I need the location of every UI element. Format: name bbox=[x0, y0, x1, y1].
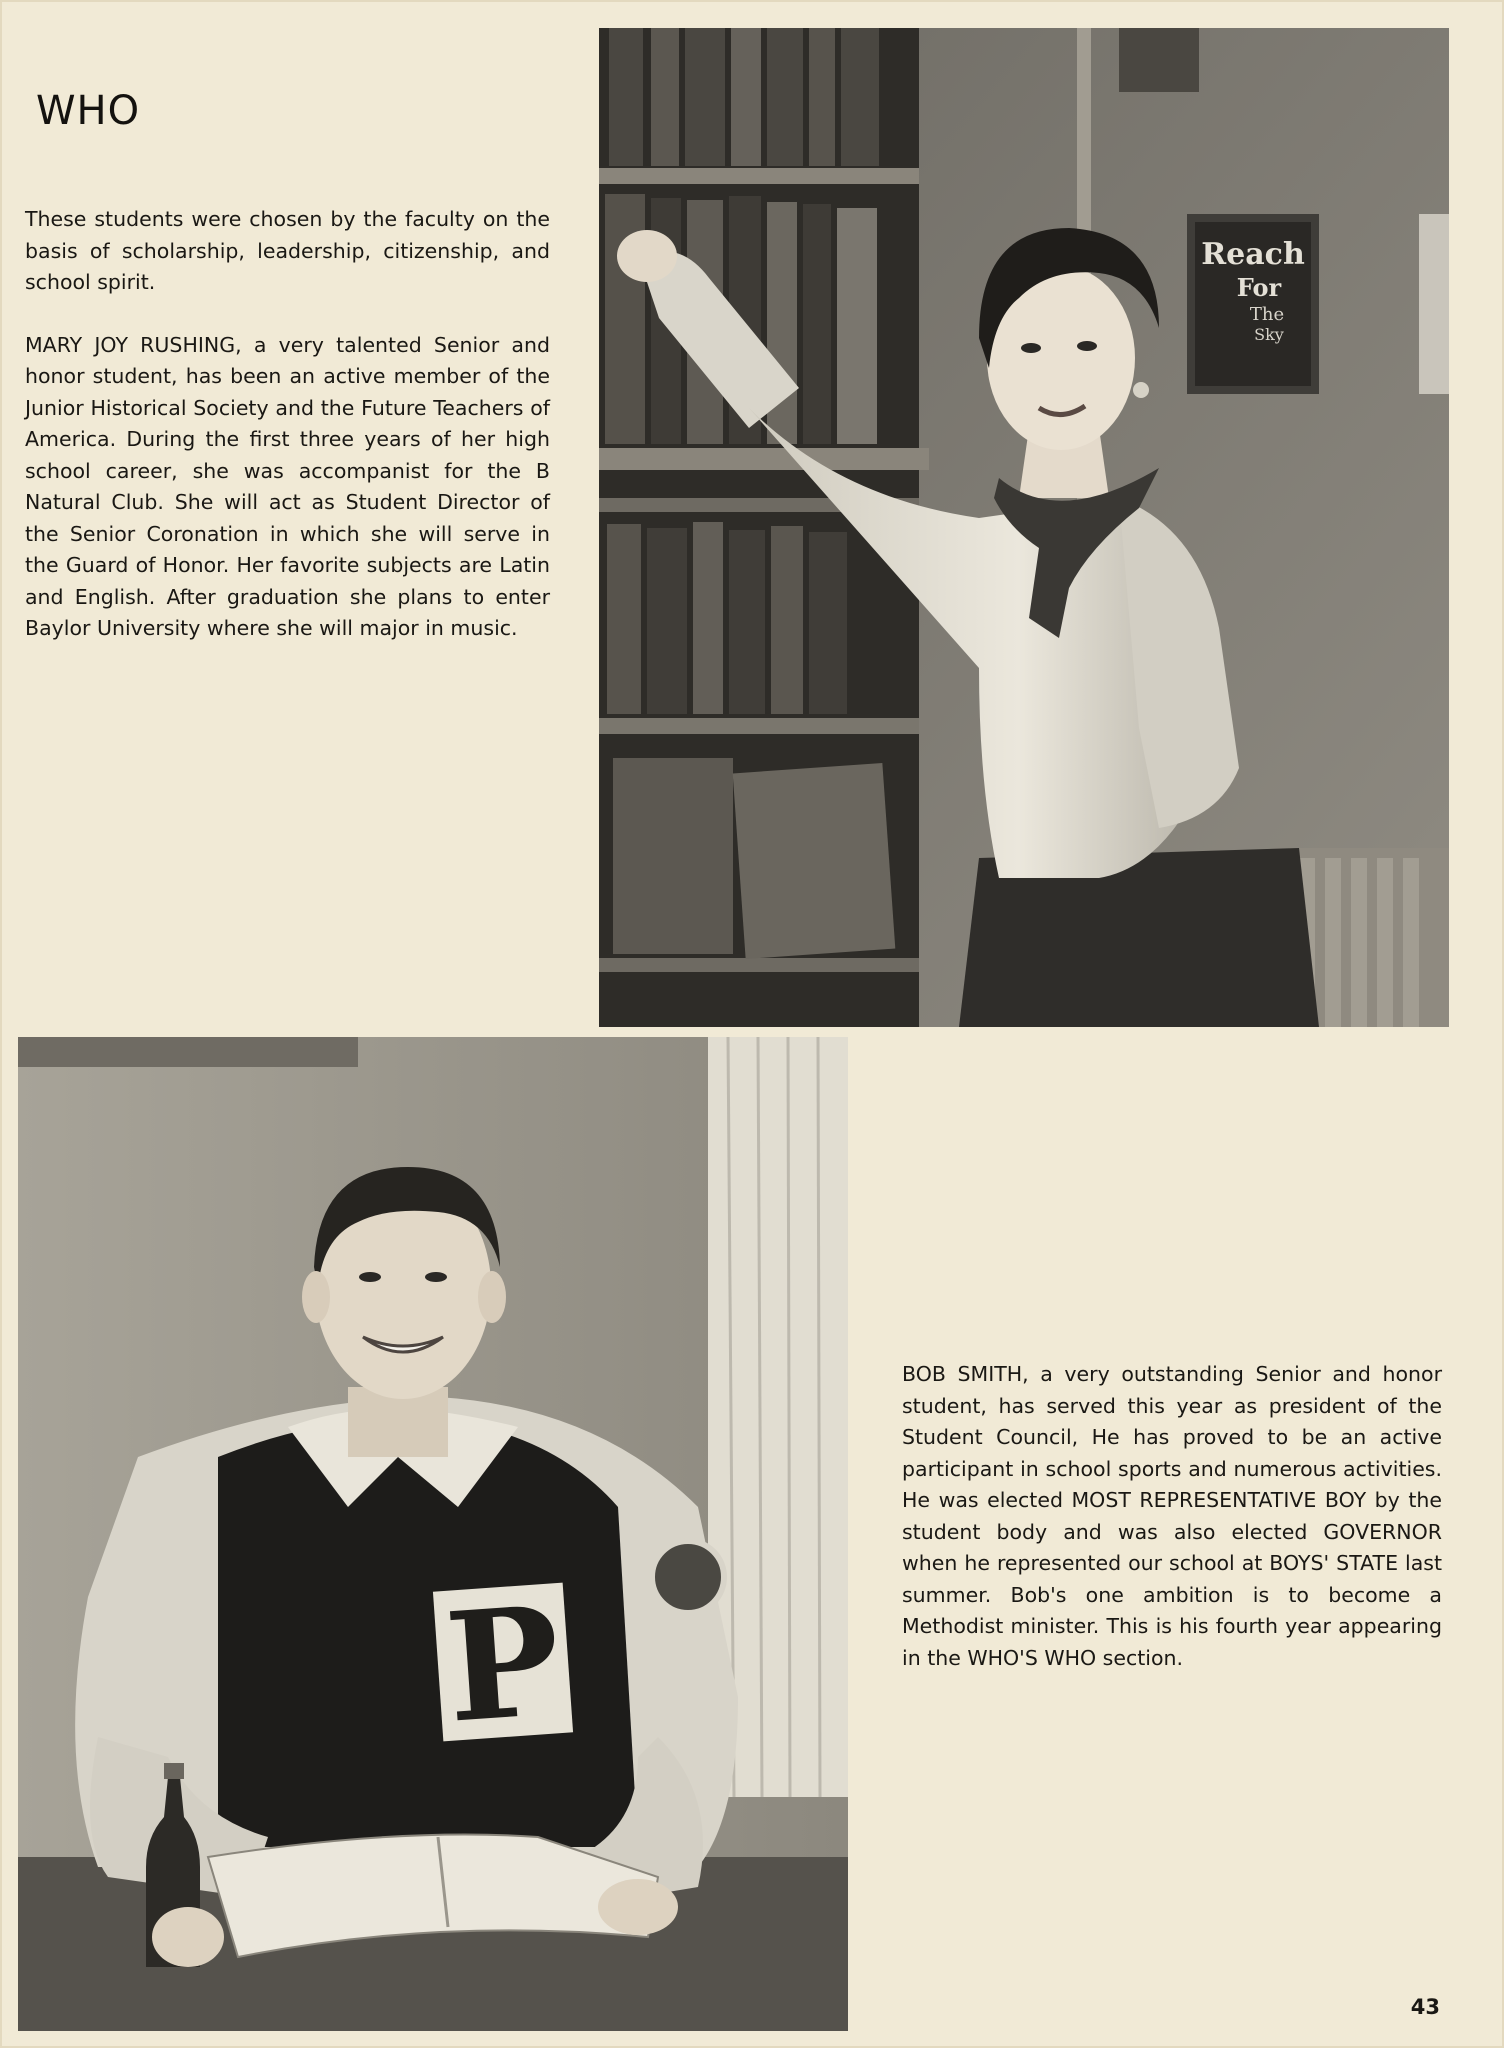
bob-bio-paragraph: BOB SMITH, a very outstanding Senior and honor student, has served this year as president of the Student Council, He has proved to be an active participant in school sports and numerous activities. He was elected MOST REPRESENTATIVE BOY by the student body and was also elected GOVERNOR when he represented our school at BOYS' STATE last summer. Bob's one ambition is to become a Methodist minister. This is his fourth year appearing in the WHO'S WHO section. bbox=[902, 1362, 1442, 1670]
bob-photo bbox=[18, 1037, 848, 2031]
page-number: 43 bbox=[1410, 1995, 1440, 2019]
mary-bio-paragraph: MARY JOY RUSHING, a very talented Senior and honor student, has been an active member of the Junior Historical Society and the Future Teachers of America. During the first three years of her high school career, she was accompanist for the B Natural Club. She will act as Student Director of the Senior Coronation in which she will serve in the Guard of Honor. Her favorite subjects are Latin and English. After graduation she plans to enter Baylor University where she will major in music. bbox=[25, 332, 550, 640]
bob-text-block bbox=[902, 1359, 1442, 1674]
poster-word-reach: Reach bbox=[1201, 237, 1305, 272]
mary-photo bbox=[599, 28, 1449, 1027]
letter-p-patch: P bbox=[440, 1573, 566, 1757]
intro-paragraph: These students were chosen by the faculty on the basis of scholarship, leadership, citizenship, and school spirit. bbox=[25, 207, 550, 294]
poster-word-for: For bbox=[1236, 273, 1282, 302]
bob-photo-image bbox=[18, 1037, 848, 2031]
intro-text-block bbox=[25, 204, 550, 645]
poster-word-sky: Sky bbox=[1254, 325, 1284, 344]
poster-word-the: The bbox=[1249, 304, 1285, 325]
page-heading: WHO bbox=[36, 88, 141, 134]
mary-photo-image bbox=[599, 28, 1449, 1027]
